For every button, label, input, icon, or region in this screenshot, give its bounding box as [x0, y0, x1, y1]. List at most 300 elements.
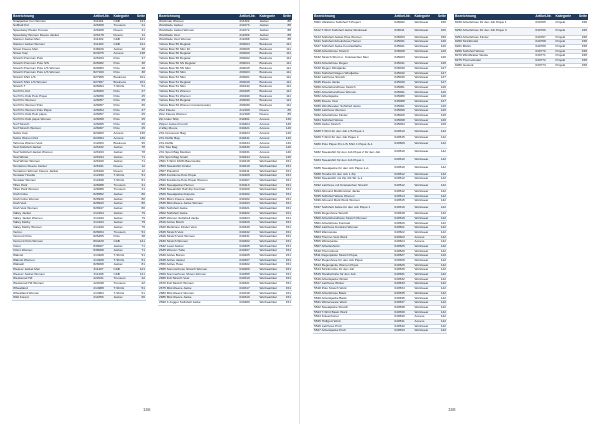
cell-bezeichnung: 2640 Active Bonus	[158, 253, 238, 258]
cell-bezeichnung: 2645 Active Jacket	[158, 258, 238, 263]
cell-artikel-nr: 045003	[393, 35, 413, 40]
cell-artikel-nr: 040317	[238, 286, 258, 291]
cell-kategorie: Jacket	[113, 244, 134, 249]
header-seite: Seite	[576, 14, 588, 19]
cell-artikel-nr: 040531	[393, 273, 413, 278]
cell-artikel-nr: 040518	[393, 212, 413, 217]
cell-artikel-nr: 040525	[393, 244, 413, 249]
cell-bezeichnung: 2655 Sommerhose Stretch Women	[158, 268, 238, 273]
table-row	[313, 27, 447, 35]
cell-artikel-nr: 040533	[393, 282, 413, 287]
cell-artikel-nr: 045023	[393, 54, 413, 62]
cell-bezeichnung: 5451 Arbeitsbundhose Women	[313, 90, 393, 95]
cell-artikel-nr: 826064	[92, 230, 112, 235]
cell-artikel-nr: 226190	[92, 160, 112, 165]
cell-artikel-nr: 040404	[238, 122, 258, 127]
cell-kategorie: Werbeartikel	[259, 225, 280, 230]
cell-bezeichnung: Teal Winter Women	[12, 160, 92, 165]
cell-kategorie: Access	[113, 136, 134, 141]
cell-artikel-nr: 040510	[393, 127, 413, 135]
cell-bezeichnung: Utah Vest Women	[12, 207, 92, 212]
page-number-left: 156	[143, 407, 151, 412]
cell-kategorie: Polo	[113, 103, 134, 108]
cell-seite: 71	[134, 249, 146, 254]
cell-bezeichnung: Surf Pro Women Polo Piqué	[12, 108, 92, 113]
index-table	[454, 14, 588, 68]
cell-artikel-nr: 838008	[92, 249, 112, 254]
cell-bezeichnung: Tillex Park Women	[12, 188, 92, 193]
cell-kategorie: Jacket	[113, 146, 134, 151]
cell-artikel-nr: 290015	[238, 66, 258, 71]
cell-bezeichnung: Valley Jacket Women	[12, 216, 92, 221]
cell-artikel-nr: 040541	[393, 319, 413, 324]
cell-kategorie: Business	[259, 99, 280, 104]
cell-bezeichnung: 2509 Funktions-Polo Piqué	[158, 174, 238, 179]
table-row	[454, 19, 588, 27]
cell-seite: 142	[435, 277, 447, 282]
cell-artikel-nr: 040423	[238, 216, 258, 221]
cell-kategorie: Workwear	[414, 85, 435, 90]
cell-bezeichnung: Swiss Women Kid	[12, 136, 92, 141]
cell-kategorie: Workwear	[414, 44, 435, 49]
cell-bezeichnung: 5501 Arbeitshose Kontrast	[313, 221, 393, 226]
cell-artikel-nr: 040419	[238, 164, 258, 169]
cell-artikel-nr: 226057	[92, 99, 112, 104]
cell-kategorie: Business	[259, 80, 280, 85]
cell-seite: 140	[280, 136, 292, 141]
cell-kategorie: Werbeartikel	[259, 249, 280, 254]
cell-artikel-nr: 040519	[393, 216, 413, 221]
cell-bezeichnung: Surf Pro Kids piqué Women	[12, 118, 92, 123]
table-row	[313, 54, 447, 62]
cell-bezeichnung: 5502 Latzhose Kontrast Women	[313, 226, 393, 231]
cell-bezeichnung: 2665 Full Stretch Vest	[158, 277, 238, 282]
cell-artikel-nr: 804429	[92, 239, 112, 244]
cell-artikel-nr: 648226	[92, 47, 112, 52]
cell-bezeichnung: Yellow Bow 50 Slim	[158, 71, 238, 76]
cell-artikel-nr: 040772	[534, 59, 554, 64]
cell-bezeichnung: 5523 T-Shirt Basic Work	[313, 310, 393, 315]
header-kategorie: Kategorie	[259, 14, 280, 19]
cell-bezeichnung: 5522 Sweatjacke Stretch	[313, 305, 393, 310]
cell-artikel-nr: 040769	[534, 44, 554, 49]
cell-seite: 126	[435, 109, 447, 114]
cell-artikel-nr: 290019	[238, 80, 258, 85]
cell-kategorie: Werbeartikel	[259, 244, 280, 249]
cell-artikel-nr: 040537	[393, 301, 413, 306]
cell-bezeichnung: 5511 Regenjacke Stretch Piqué	[313, 254, 393, 259]
cell-kategorie: Business	[259, 89, 280, 94]
cell-kategorie: C&B	[113, 239, 134, 244]
cell-bezeichnung: Tessaler Women	[12, 178, 92, 183]
header-artikel-nr: Artikel-Nr.	[534, 14, 554, 19]
cell-kategorie: Projekt	[555, 49, 576, 54]
cell-bezeichnung: Yellow Bow 51 Women	[158, 94, 238, 99]
cell-artikel-nr: 045099	[393, 109, 413, 114]
cell-seite: 80	[134, 207, 146, 212]
cell-bezeichnung: 5469 T-Shirt für den Job Piqué 2	[313, 135, 393, 140]
cell-artikel-nr: 045091	[393, 104, 413, 109]
cell-kategorie: Workwear	[414, 71, 435, 76]
cell-artikel-nr: 226057	[92, 113, 112, 118]
cell-bezeichnung: Yellow Bow 51 Women	[158, 89, 238, 94]
cell-seite: 158	[576, 27, 588, 35]
cell-seite: 150	[435, 35, 447, 40]
cell-bezeichnung: Walcott Women	[12, 258, 92, 263]
cell-kategorie: Access	[259, 141, 280, 146]
cell-seite: 79	[134, 216, 146, 221]
cell-bezeichnung: 2XL Tote Bag	[158, 146, 238, 151]
cell-seite: 142	[435, 310, 447, 315]
cell-kategorie: Workwear	[414, 127, 435, 135]
cell-seite: 121	[134, 43, 146, 48]
cell-artikel-nr: 290030	[238, 99, 258, 104]
cell-bezeichnung: 5503 Warnweste	[313, 230, 393, 235]
cell-kategorie: T-Shirts	[113, 85, 134, 90]
cell-kategorie: Workwear	[414, 140, 435, 148]
cell-seite: 142	[435, 221, 447, 226]
cell-bezeichnung: Yellow Bow 50 Slim Fit	[158, 47, 238, 52]
cell-artikel-nr: 290020	[238, 52, 258, 57]
cell-bezeichnung: 5428 Arbeitshose Stretch	[313, 49, 393, 54]
cell-kategorie: Workwear	[414, 156, 435, 164]
header-bezeichnung: Bezeichnung	[12, 14, 92, 19]
cell-seite: 85	[280, 108, 292, 113]
cell-kategorie: Werbeartikel	[259, 268, 280, 273]
cell-kategorie: Fleece	[259, 113, 280, 118]
cell-artikel-nr: 040109	[238, 188, 258, 193]
cell-seite: 121	[134, 38, 146, 43]
cell-seite: 25	[134, 99, 146, 104]
cell-seite: 51	[134, 174, 146, 179]
cell-artikel-nr: 214984	[92, 291, 112, 296]
cell-kategorie: Polo	[113, 127, 134, 132]
cell-bezeichnung: Yellow Bow 50 Regular	[158, 52, 238, 57]
cell-artikel-nr: 040540	[393, 315, 413, 320]
cell-kategorie: Jacket	[259, 19, 280, 24]
cell-seite: 142	[435, 273, 447, 278]
cell-seite: 111	[280, 47, 292, 52]
cell-kategorie: Workwear	[414, 54, 435, 62]
cell-seite: 111	[280, 85, 292, 90]
cell-bezeichnung: 5513 Regenjacke Women Piqué	[313, 263, 393, 268]
cell-kategorie: Jacket	[113, 160, 134, 165]
cell-kategorie: Jacket	[113, 193, 134, 198]
header-bezeichnung: Bezeichnung	[454, 14, 534, 19]
cell-bezeichnung: Westwood HZ	[12, 277, 92, 282]
cell-artikel-nr: 826265	[92, 235, 112, 240]
cell-kategorie: Business	[259, 47, 280, 52]
cell-bezeichnung: 5517 Latzhose Winter	[313, 282, 393, 287]
header-kategorie: Kategorie	[555, 14, 576, 19]
cell-bezeichnung: Zion Fleece	[158, 108, 238, 113]
cell-seite: 78	[134, 150, 146, 155]
cell-kategorie: Workwear	[414, 172, 435, 177]
cell-seite: 127	[435, 99, 447, 104]
cell-seite: 51	[134, 258, 146, 263]
cell-seite: 151	[280, 183, 292, 188]
cell-kategorie: Access	[414, 235, 435, 240]
cell-seite: 111	[280, 99, 292, 104]
cell-artikel-nr: 211322	[238, 19, 258, 24]
cell-kategorie: Workwear	[414, 109, 435, 114]
cell-bezeichnung: 2520 Funktions-Polo Piqué Women	[158, 178, 238, 183]
cell-bezeichnung: Stretch T	[12, 85, 92, 90]
cell-kategorie: Jacket	[113, 207, 134, 212]
cell-bezeichnung: 5441 Softshell Regen Windjacke	[313, 71, 393, 76]
cell-kategorie: Workwear	[414, 113, 435, 118]
cell-kategorie: Workwear	[414, 226, 435, 231]
cell-artikel-nr: 211069	[238, 33, 258, 38]
cell-bezeichnung: 5484 Sweatshirt für den Job Piqué 1	[313, 156, 393, 164]
cell-artikel-nr: 826094	[92, 85, 112, 90]
cell-kategorie: Jacket	[259, 33, 280, 38]
cell-seite: 151	[280, 221, 292, 226]
cell-bezeichnung: 2685 Microfleece Jacke	[158, 296, 238, 301]
index-column-3	[313, 14, 447, 334]
cell-seite: 142	[435, 282, 447, 287]
cell-kategorie: Business	[259, 57, 280, 62]
cell-bezeichnung: 2XL Duffle Bag	[158, 136, 238, 141]
cell-seite: 126	[435, 104, 447, 109]
cell-kategorie: Trousers	[113, 282, 134, 287]
cell-seite: 151	[280, 207, 292, 212]
cell-seite: 136	[280, 122, 292, 127]
cell-kategorie: Workwear	[414, 62, 435, 67]
cell-kategorie: Business	[113, 75, 134, 80]
cell-kategorie: Workwear	[414, 76, 435, 81]
cell-artikel-nr: 040512	[393, 172, 413, 177]
cell-kategorie: Projekt	[555, 63, 576, 68]
cell-kategorie: Fleece	[113, 33, 134, 38]
cell-artikel-nr: 040527	[393, 254, 413, 259]
cell-seite: 151	[280, 197, 292, 202]
cell-artikel-nr: 290026	[238, 47, 258, 52]
cell-seite: 51	[134, 286, 146, 291]
cell-seite: 21	[134, 24, 146, 29]
cell-bezeichnung: 8260 Strickbuttel	[454, 40, 534, 45]
index-table	[12, 14, 146, 301]
cell-artikel-nr: 040514	[393, 194, 413, 199]
cell-kategorie: Polo	[113, 71, 134, 76]
cell-kategorie: Werbeartikel	[259, 263, 280, 268]
cell-artikel-nr: 040530	[393, 268, 413, 273]
cell-kategorie: Workwear	[414, 40, 435, 45]
cell-kategorie: Jacket	[259, 28, 280, 33]
cell-seite: 151	[280, 230, 292, 235]
cell-bezeichnung: 5526 Latzhose Profi	[313, 324, 393, 329]
cell-seite: 85	[280, 113, 292, 118]
cell-artikel-nr: 212499	[92, 174, 112, 179]
cell-kategorie: Werbeartikel	[259, 197, 280, 202]
cell-kategorie: Werbeartikel	[259, 253, 280, 258]
cell-kategorie: Workwear	[414, 282, 435, 287]
cell-bezeichnung: Wild Forest	[12, 296, 92, 301]
cell-artikel-nr: 311407	[92, 268, 112, 273]
cell-kategorie: Werbeartikel	[259, 221, 280, 226]
cell-kategorie: Access	[259, 122, 280, 127]
cell-kategorie: Projekt	[555, 40, 576, 45]
cell-artikel-nr: 827160	[92, 71, 112, 76]
cell-bezeichnung: Stretch Shirt L/S Women	[12, 80, 92, 85]
cell-bezeichnung: Westwood HZ Women	[12, 282, 92, 287]
cell-kategorie: Workwear	[414, 221, 435, 226]
cell-artikel-nr: 211098	[238, 38, 258, 43]
cell-artikel-nr: 824063	[92, 132, 112, 137]
cell-artikel-nr: 226060	[92, 89, 112, 94]
cell-artikel-nr: 040524	[393, 240, 413, 245]
cell-bezeichnung: Tillex Park	[12, 183, 92, 188]
cell-kategorie: Polo	[113, 118, 134, 123]
cell-bezeichnung: Stanton Jacket Women	[12, 43, 92, 48]
cell-bezeichnung: 2601 Softshell Jacke	[158, 207, 238, 212]
cell-artikel-nr: 040406	[238, 174, 258, 179]
cell-artikel-nr: 040426	[238, 221, 258, 226]
cell-kategorie: C&B	[113, 272, 134, 277]
cell-artikel-nr: 214194	[92, 221, 112, 226]
cell-artikel-nr: 828952	[92, 193, 112, 198]
cell-kategorie: Werbeartikel	[259, 282, 280, 287]
cell-artikel-nr: 045094	[393, 123, 413, 128]
cell-seite: 142	[435, 140, 447, 148]
cell-kategorie: Business	[259, 52, 280, 57]
cell-seite: 136	[280, 118, 292, 123]
cell-kategorie: Werbeartikel	[259, 202, 280, 207]
cell-seite: 80	[134, 193, 146, 198]
cell-seite: 71	[134, 160, 146, 165]
cell-artikel-nr: 222048	[92, 282, 112, 287]
cell-seite: 25	[134, 122, 146, 127]
cell-seite: 25	[134, 103, 146, 108]
cell-artikel-nr: 045031	[393, 40, 413, 45]
cell-bezeichnung: Yellow Bow 50 SS Regular	[158, 61, 238, 66]
cell-kategorie: Jacket	[113, 202, 134, 207]
cell-artikel-nr: 040510	[393, 156, 413, 164]
cell-bezeichnung: 2616 Active Bomb	[158, 221, 238, 226]
cell-artikel-nr: 827965	[92, 75, 112, 80]
cell-artikel-nr: 040411	[238, 169, 258, 174]
cell-artikel-nr: 040102	[238, 193, 258, 198]
cell-seite: 142	[435, 204, 447, 212]
cell-artikel-nr: 040113	[238, 183, 258, 188]
cell-seite: 151	[280, 225, 292, 230]
cell-kategorie: Workwear	[414, 35, 435, 40]
cell-seite: 27	[134, 108, 146, 113]
cell-artikel-nr: 226057	[92, 103, 112, 108]
cell-seite: 140	[280, 146, 292, 151]
cell-kategorie: Jacket	[113, 47, 134, 52]
cell-artikel-nr: 040528	[393, 258, 413, 263]
cell-seite: 111	[280, 66, 292, 71]
cell-kategorie: Jacket	[113, 263, 134, 268]
cell-kategorie: Fleece	[259, 108, 280, 113]
cell-bezeichnung: Surf Pro Women	[12, 99, 92, 104]
cell-kategorie: Werbeartikel	[259, 207, 280, 212]
cell-kategorie: Werbeartikel	[259, 188, 280, 193]
cell-seite: 25	[134, 118, 146, 123]
cell-kategorie: Werbeartikel	[259, 178, 280, 183]
cell-seite: 51	[134, 178, 146, 183]
cell-seite: 38	[134, 61, 146, 66]
cell-bezeichnung: Stretch Premium Polo S/S	[12, 61, 92, 66]
cell-artikel-nr: 212498	[92, 178, 112, 183]
cell-seite: 136	[134, 132, 146, 137]
cell-seite: 126	[435, 123, 447, 128]
cell-kategorie: Workwear	[414, 291, 435, 296]
cell-seite: 151	[280, 291, 292, 296]
cell-seite: 48	[134, 47, 146, 52]
cell-kategorie: Workwear	[414, 263, 435, 268]
cell-artikel-nr: 290030	[238, 103, 258, 108]
cell-seite: 142	[435, 164, 447, 172]
cell-bezeichnung: Valley Melby	[12, 221, 92, 226]
cell-kategorie: Workwear	[414, 19, 435, 27]
cell-artikel-nr: 040436	[238, 225, 258, 230]
cell-artikel-nr: 045040	[393, 76, 413, 81]
cell-kategorie: Workwear	[414, 296, 435, 301]
cell-kategorie: Fleece	[113, 164, 134, 169]
cell-artikel-nr: 040405	[238, 253, 258, 258]
cell-kategorie: Workwear	[414, 81, 435, 86]
cell-bezeichnung: Workman Women	[158, 19, 238, 24]
cell-kategorie: Jacket	[113, 211, 134, 216]
cell-seite: 95	[134, 141, 146, 146]
cell-artikel-nr: 290195	[238, 89, 258, 94]
cell-kategorie: Workwear	[414, 324, 435, 329]
cell-seite: 151	[280, 169, 292, 174]
cell-artikel-nr: 040521	[393, 226, 413, 231]
cell-artikel-nr: 040407	[238, 249, 258, 254]
cell-bezeichnung: Worldlede Vest Women	[158, 38, 238, 43]
cell-bezeichnung: 5412 T-Shirt Softshell Jacke Workwear	[313, 27, 393, 35]
cell-kategorie: Workwear	[414, 216, 435, 221]
cell-kategorie: Workwear	[414, 268, 435, 273]
cell-bezeichnung: Yellow Bow 51 Slim	[158, 75, 238, 80]
cell-kategorie: Access	[414, 315, 435, 320]
cell-bezeichnung: Tessaler Hoodie	[12, 174, 92, 179]
cell-seite: 126	[435, 40, 447, 45]
cell-seite: 127	[435, 81, 447, 86]
cell-bezeichnung: 5521 Winterweste Work	[313, 301, 393, 306]
cell-artikel-nr: 040526	[393, 249, 413, 254]
cell-seite: 111	[280, 61, 292, 66]
cell-kategorie: Access	[113, 52, 134, 57]
cell-artikel-nr: 226059	[92, 94, 112, 99]
cell-artikel-nr: 040515	[393, 199, 413, 204]
cell-kategorie: C&B	[113, 38, 134, 43]
cell-seite: 38	[134, 66, 146, 71]
cell-kategorie: Workwear	[414, 190, 435, 195]
cell-seite: 151	[280, 160, 292, 165]
cell-seite: 142	[435, 182, 447, 190]
cell-bezeichnung: 5510 Thermoboot	[313, 249, 393, 254]
cell-seite: 158	[576, 35, 588, 40]
cell-kategorie: Access	[259, 155, 280, 160]
cell-bezeichnung: 2529 Sweatjacket Kapuze	[158, 193, 238, 198]
cell-artikel-nr: 040442	[238, 230, 258, 235]
cell-seite: 140	[280, 132, 292, 137]
cell-artikel-nr: 040431	[238, 150, 258, 155]
cell-artikel-nr: 828068	[92, 263, 112, 268]
header-artikel-nr: Artikel-Nr.	[393, 14, 413, 19]
cell-artikel-nr: 045091	[393, 90, 413, 95]
cell-bezeichnung: 2632 Lead Jacket	[158, 244, 238, 249]
cell-artikel-nr: 040421	[238, 127, 258, 132]
cell-kategorie: Werbeartikel	[259, 296, 280, 301]
cell-kategorie: Workwear	[414, 244, 435, 249]
cell-seite: 111	[280, 75, 292, 80]
cell-kategorie: Workwear	[414, 177, 435, 182]
